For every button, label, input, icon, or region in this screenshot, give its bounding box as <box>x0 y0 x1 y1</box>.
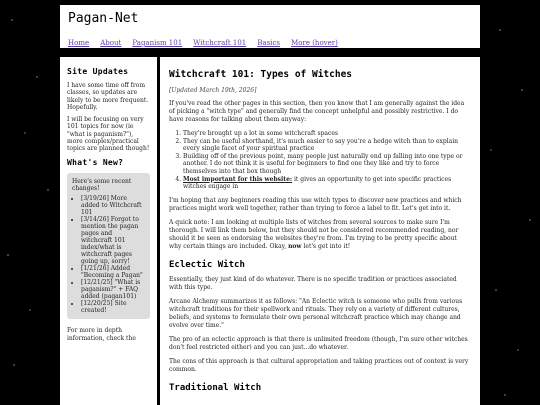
news-item: • [3/14/26] Forgot to mention the pagan pages and witchcraft 101 index/what is witchcraft pages going up, sorry! <box>81 216 145 265</box>
nav-home-link[interactable]: Home <box>68 39 90 47</box>
site-updates-text-1: I have some time off from classes, so updates are likely to be more frequent. Hopefully. <box>67 82 149 111</box>
reason-bold-label: Most important for this website: <box>183 175 293 183</box>
reason-item: 1. They're brought up a lot in some witchcraft spaces <box>183 130 471 138</box>
eclectic-paragraph-1: Essentially, they just kind of do whatever. There is no specific tradition or practices associated with this type. <box>169 275 457 291</box>
updated-date: [Updated March 19th, 2026] <box>169 87 257 94</box>
note-text-end: let's get into it! <box>301 242 351 250</box>
news-item: • [12/20/25] Site created! <box>81 300 145 314</box>
nav-witchcraft-101-link[interactable]: Witchcraft 101 <box>193 39 247 47</box>
news-item: • [12/21/25] "What is paganism?" + FAQ added (pagan101) <box>81 279 145 300</box>
intro-paragraph: If you've read the other pages in this section, then you know that I am generally against the idea of picking a "witch type" and generally find the concept unhelpful and possibly restrictive. I do have reasons for talking about them anyway: <box>169 100 465 123</box>
hope-paragraph: I'm hoping that any beginners reading this use witch types to discover new practices and which practices might work well together, rather than trying to force a label to fit. Let's get into it. <box>169 196 462 212</box>
site-title: Pagan-Net <box>68 11 139 26</box>
sidebar-footer-text: For more in depth information, check the <box>67 327 136 342</box>
eclectic-witch-heading: Eclectic Witch <box>169 259 245 270</box>
news-item: • [3/19/26] More added to Witchcraft 101 <box>81 195 145 216</box>
whats-new-heading: What's New? <box>67 157 124 167</box>
whats-new-intro: Here's some recent changes! <box>72 177 132 192</box>
whats-new-list <box>72 195 145 314</box>
main-content <box>160 57 480 405</box>
reason-item: 3. Building off of the previous point, many people just naturally end up falling into one type or another. I do not think it is useful for beginners to find one they like and try to force themselves into that box though <box>183 153 471 176</box>
site-header <box>60 5 480 48</box>
nav-more-link[interactable]: More (hover) <box>291 39 338 47</box>
nav-paganism-101-link[interactable]: Paganism 101 <box>132 39 183 47</box>
eclectic-paragraph-2: Arcane Alchemy summarizes it as follows: "An Eclectic witch is someone who pulls from various witchcraft traditions for their spellwork and rituals. They rely on a variety of different cultures, beliefs, and systems to formulate their own personal witchcraft practice which may change and evolve over time." <box>169 297 463 329</box>
reason-item: 2. They can be useful shorthand, it's much easier to say you're a hedge witch than to explain every single facet of your spiritual practice <box>183 138 471 153</box>
site-updates-heading: Site Updates <box>67 67 129 76</box>
nav-about-link[interactable]: About <box>100 39 122 47</box>
whats-new-box <box>67 173 150 320</box>
sidebar <box>60 57 157 405</box>
note-emphasis: now <box>288 242 302 250</box>
note-paragraph <box>169 219 471 251</box>
reason-item <box>183 176 471 191</box>
traditional-witch-heading: Traditional Witch <box>169 382 262 393</box>
note-text: A quick note: I am looking at multiple lists of witches from several sources to make sure I'm thorough. I will link them below, but they should not be considered recommended reading, nor should it be seen as endorsing the websites they're from. I'm trying to be pretty specific about why certain things are included. Okay, <box>169 218 459 250</box>
reasons-list <box>169 130 471 191</box>
eclectic-paragraph-3: The pro of an eclectic approach is that there is unlimited freedom (though, I'm sure other witches don't feel restricted either) and you can just...do whatever. <box>169 335 468 351</box>
page-title: Witchcraft 101: Types of Witches <box>169 69 353 80</box>
nav-basics-link[interactable]: Basics <box>257 39 281 47</box>
reason-text: it gives an opportunity to get into specific practices witches engage in <box>183 175 452 191</box>
site-updates-text-2: I will be focusing on very 101 topics for now (ie "what is paganism?"), more complex/practical topics are planned though! <box>67 116 150 153</box>
news-item: • [1/21/26] Added "Becoming a Pagan" <box>81 265 145 279</box>
eclectic-paragraph-4: The cons of this approach is that cultural appropriation and taking practices out of context is very common. <box>169 357 469 373</box>
main-nav <box>68 30 472 49</box>
